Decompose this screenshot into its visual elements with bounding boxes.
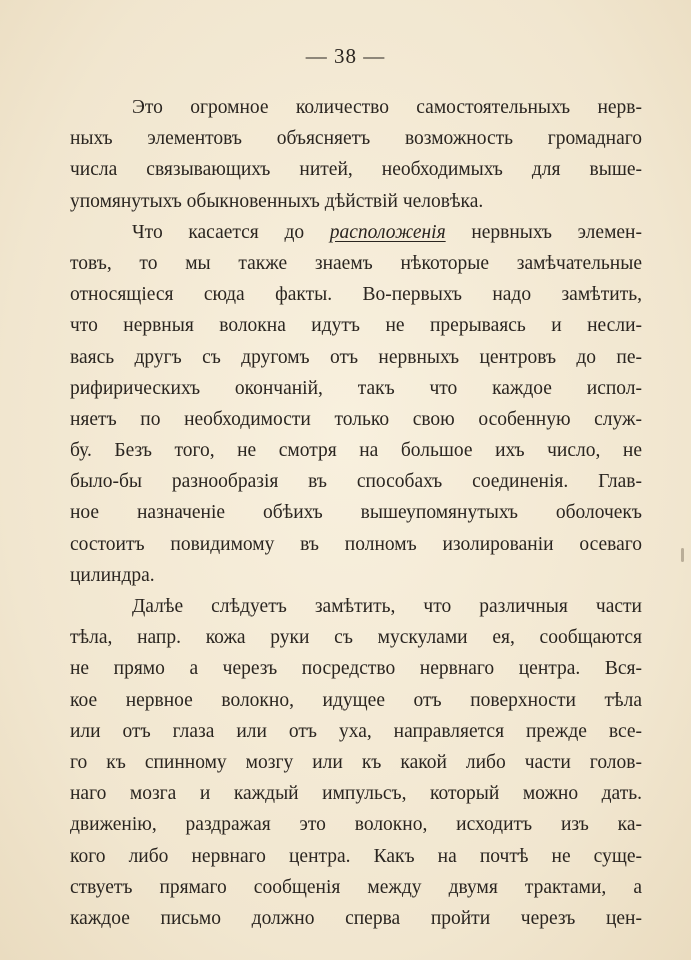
text-line: упомянутыхъ обыкновенныхъ дѣйствій человѣка.	[70, 190, 484, 212]
text-line: ное назначеніе обѣихъ вышеупомянутыхъ оболочекъ	[70, 502, 642, 524]
emphasized-word: расположенія	[329, 221, 446, 243]
text-line: кого либо нервнаго центра. Какъ на почтѣ не суще-	[70, 845, 642, 867]
text-line: го къ спинному мозгу или къ какой либо части голов-	[70, 751, 642, 773]
text-line: ныхъ элементовъ объясняетъ возможность громаднаго	[70, 128, 642, 150]
text-line: или отъ глаза или отъ уха, направляется прежде все-	[70, 720, 642, 742]
page-number: — 38 —	[305, 44, 386, 68]
text-line: числа связывающихъ нитей, необходимыхъ для выше-	[70, 159, 642, 181]
text-line: рифирическихъ окончаній, такъ что каждое испол-	[70, 377, 642, 399]
text-line: ваясь другъ съ другомъ отъ нервныхъ центровъ до пе-	[70, 346, 642, 368]
text-line: ствуетъ прямаго сообщенія между двумя трактами, а	[70, 876, 642, 898]
text-line: что нервныя волокна идутъ не прерываясь и несли-	[70, 315, 642, 337]
text-line: состоитъ повидимому въ полномъ изолированіи осеваго	[70, 533, 642, 555]
page-edge-mark	[681, 548, 684, 562]
text-line: Это огромное количество самостоятельныхъ нерв-	[132, 97, 642, 118]
text-line: было-бы разнообразія въ способахъ соединенія. Глав-	[70, 471, 642, 493]
text-line: тѣла, напр. кожа руки съ мускулами ея, сообщаются	[70, 627, 642, 649]
text-line: наго мозга и каждый импульсъ, который можно дать.	[70, 783, 642, 805]
text-line: товъ, то мы также знаемъ нѣкоторые замѣчательные	[70, 252, 642, 274]
text-line: движенію, раздражая это волокно, исходитъ изъ ка-	[70, 814, 642, 836]
text-line: бу. Безъ того, не смотря на большое ихъ число, не	[70, 440, 642, 462]
text-line: каждое письмо должно сперва пройти черезъ цен-	[70, 907, 642, 929]
text-line: относящіеся сюда факты. Во-первыхъ надо замѣтить,	[70, 284, 642, 306]
text-fragment: Что касается до	[132, 221, 330, 243]
text-fragment: нервныхъ элемен-	[445, 221, 642, 243]
text-line: цилиндра.	[70, 564, 155, 586]
body-text	[70, 92, 642, 934]
text-line: не прямо а черезъ посредство нервнаго центра. Вся-	[70, 658, 642, 680]
text-line: Далѣе слѣдуетъ замѣтить, что различныя части	[132, 596, 642, 617]
text-line: кое нервное волокно, идущее отъ поверхности тѣла	[70, 689, 642, 711]
text-line	[70, 217, 642, 248]
text-line: няетъ по необходимости только свою особенную служ-	[70, 408, 642, 430]
